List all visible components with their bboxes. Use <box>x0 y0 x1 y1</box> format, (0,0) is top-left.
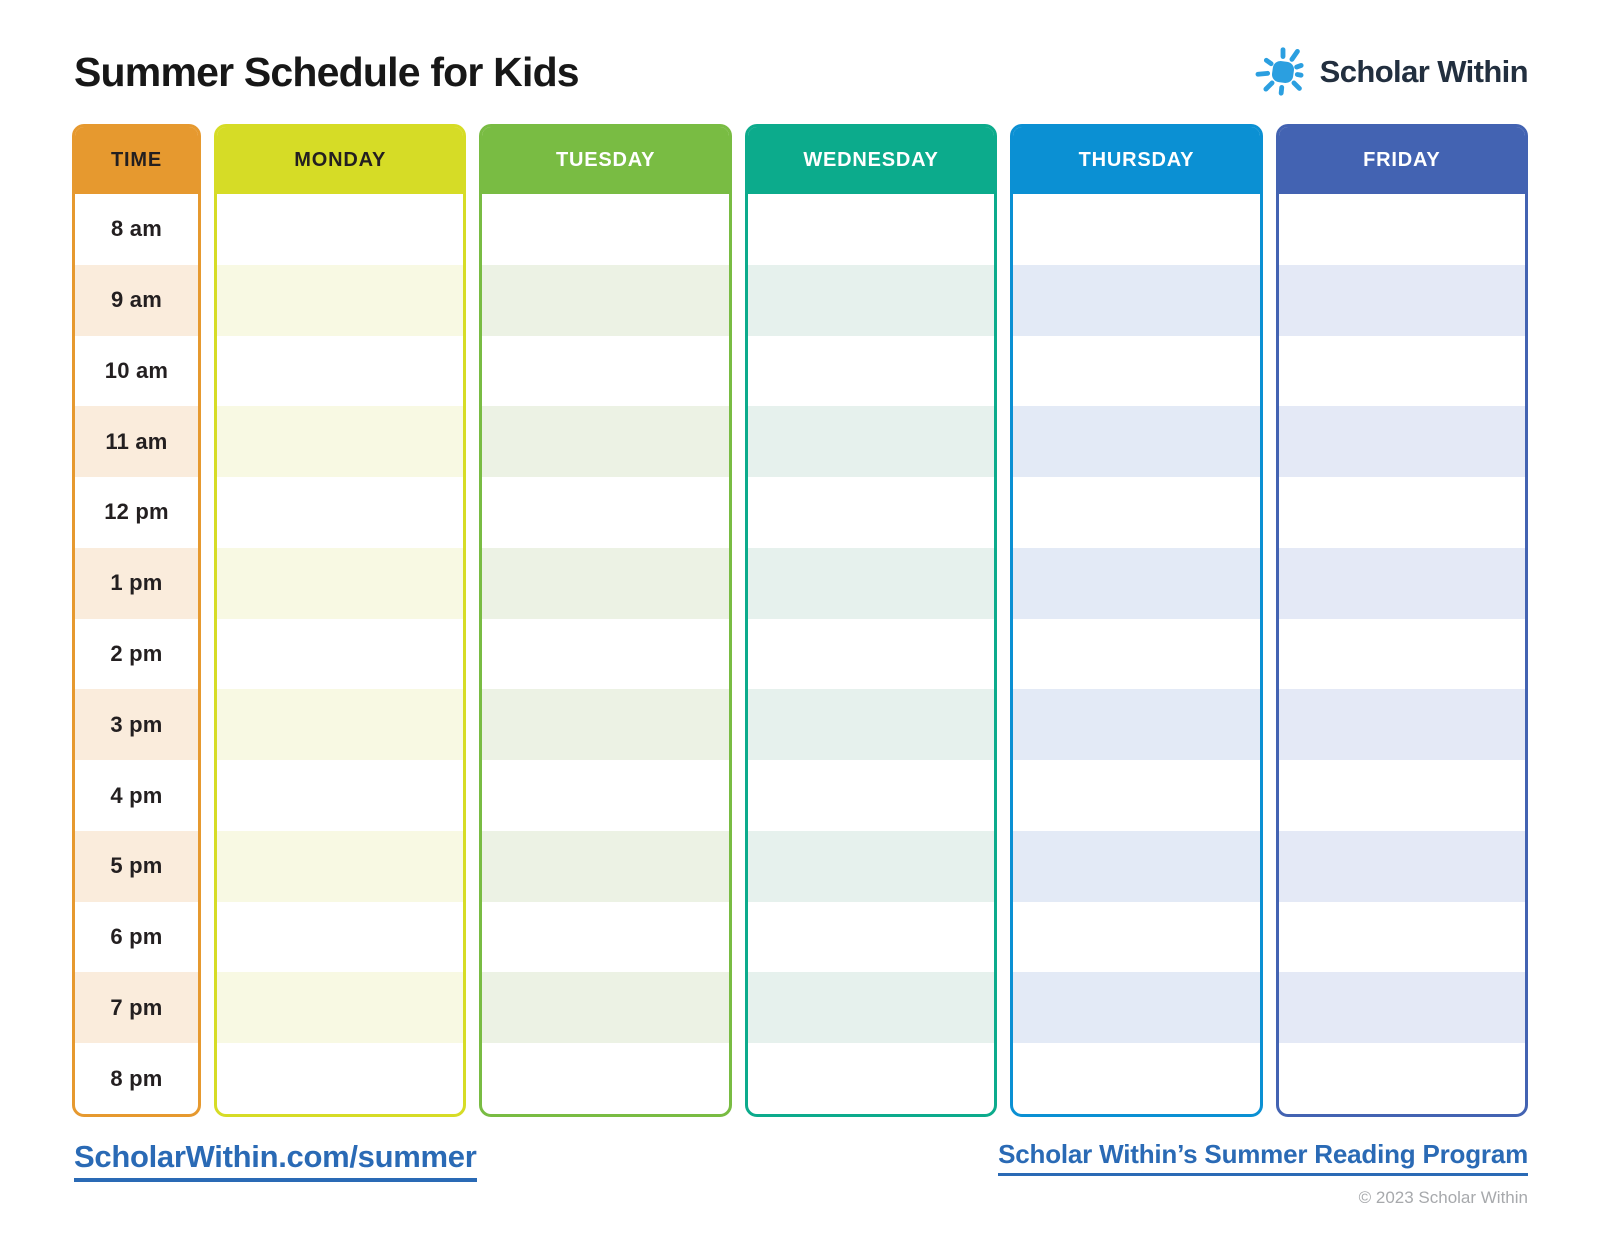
schedule-slot <box>1013 619 1259 690</box>
time-cell: 7 pm <box>75 972 198 1043</box>
schedule-slot <box>482 1043 728 1114</box>
schedule-slot <box>1013 972 1259 1043</box>
schedule-slot <box>1279 265 1525 336</box>
time-cell: 3 pm <box>75 689 198 760</box>
schedule-slot <box>748 619 994 690</box>
schedule-slot <box>1279 1043 1525 1114</box>
day-header: FRIDAY <box>1279 127 1525 194</box>
schedule-slot <box>482 548 728 619</box>
footer <box>74 1139 1528 1208</box>
schedule-slot <box>217 265 463 336</box>
header <box>0 0 1600 104</box>
schedule-grid <box>72 124 1528 1117</box>
schedule-slot <box>482 265 728 336</box>
day-column-monday <box>214 124 466 1117</box>
schedule-slot <box>1013 689 1259 760</box>
footer-right <box>998 1139 1528 1208</box>
time-cell: 8 am <box>111 216 162 242</box>
schedule-slot <box>217 1043 463 1114</box>
time-cell: 9 am <box>75 265 198 336</box>
schedule-slot <box>748 1043 994 1114</box>
time-cell: 5 pm <box>75 831 198 902</box>
day-column-wednesday <box>745 124 997 1117</box>
schedule-slot <box>748 689 994 760</box>
schedule-slot <box>217 689 463 760</box>
time-cell: 11 am <box>75 406 198 477</box>
schedule-slot <box>1013 336 1259 407</box>
schedule-slot <box>1013 406 1259 477</box>
schedule-slot <box>1279 760 1525 831</box>
time-cell: 2 pm <box>110 640 163 666</box>
day-column-tuesday <box>479 124 731 1117</box>
schedule-slot <box>1279 336 1525 407</box>
copyright-text: © 2023 Scholar Within <box>1358 1188 1528 1207</box>
schedule-slot <box>482 619 728 690</box>
day-column-friday <box>1276 124 1528 1117</box>
day-column-thursday <box>1010 124 1262 1117</box>
schedule-slot <box>1279 194 1525 265</box>
schedule-slot <box>1279 972 1525 1043</box>
schedule-slot <box>1279 477 1525 548</box>
schedule-slot <box>217 406 463 477</box>
schedule-slot <box>1013 1043 1259 1114</box>
schedule-slot <box>482 831 728 902</box>
schedule-slot <box>1279 619 1525 690</box>
schedule-slot <box>1279 406 1525 477</box>
schedule-slot <box>1013 831 1259 902</box>
day-header: TUESDAY <box>482 127 728 194</box>
schedule-slot <box>217 902 463 973</box>
day-header: WEDNESDAY <box>748 127 994 194</box>
schedule-slot <box>1013 265 1259 336</box>
time-cell: 6 pm <box>110 924 163 950</box>
schedule-slot <box>482 689 728 760</box>
day-header: THURSDAY <box>1013 127 1259 194</box>
schedule-slot <box>1013 477 1259 548</box>
schedule-slot <box>217 760 463 831</box>
day-header: MONDAY <box>217 127 463 194</box>
schedule-slot <box>217 194 463 265</box>
schedule-slot <box>1279 902 1525 973</box>
schedule-slot <box>1013 902 1259 973</box>
schedule-slot <box>217 477 463 548</box>
time-cell: 10 am <box>104 357 169 383</box>
schedule-slot <box>748 760 994 831</box>
schedule-slot <box>1013 548 1259 619</box>
schedule-slot <box>217 336 463 407</box>
schedule-slot <box>482 194 728 265</box>
schedule-slot <box>748 548 994 619</box>
time-cell: 12 pm <box>104 499 169 525</box>
schedule-slot <box>748 194 994 265</box>
schedule-slot <box>1013 760 1259 831</box>
schedule-slot <box>482 477 728 548</box>
schedule-slot <box>217 619 463 690</box>
schedule-slot <box>1279 689 1525 760</box>
schedule-slot <box>1279 548 1525 619</box>
schedule-slot <box>748 972 994 1043</box>
schedule-slot <box>482 902 728 973</box>
summer-url-link[interactable]: ScholarWithin.com/summer <box>74 1139 477 1182</box>
schedule-slot <box>748 265 994 336</box>
schedule-slot <box>217 972 463 1043</box>
schedule-slot <box>1279 831 1525 902</box>
page-title: Summer Schedule for Kids <box>74 48 579 95</box>
time-cell: 8 pm <box>110 1065 163 1091</box>
time-column <box>72 124 201 1117</box>
reading-program-link[interactable]: Scholar Within’s Summer Reading Program <box>998 1139 1528 1176</box>
schedule-slot <box>748 831 994 902</box>
schedule-slot <box>482 972 728 1043</box>
schedule-slot <box>748 477 994 548</box>
schedule-slot <box>748 902 994 973</box>
schedule-slot <box>748 406 994 477</box>
time-header: TIME <box>75 127 198 194</box>
schedule-slot <box>748 336 994 407</box>
schedule-slot <box>1013 194 1259 265</box>
time-cell: 4 pm <box>110 782 163 808</box>
logo-wordmark: Scholar Within <box>1319 54 1528 89</box>
time-cell: 1 pm <box>75 548 198 619</box>
schedule-slot <box>482 336 728 407</box>
schedule-slot <box>217 548 463 619</box>
schedule-slot <box>482 406 728 477</box>
scholar-within-logo <box>1254 43 1528 101</box>
schedule-slot <box>482 760 728 831</box>
schedule-slot <box>217 831 463 902</box>
sun-icon <box>1254 43 1312 101</box>
